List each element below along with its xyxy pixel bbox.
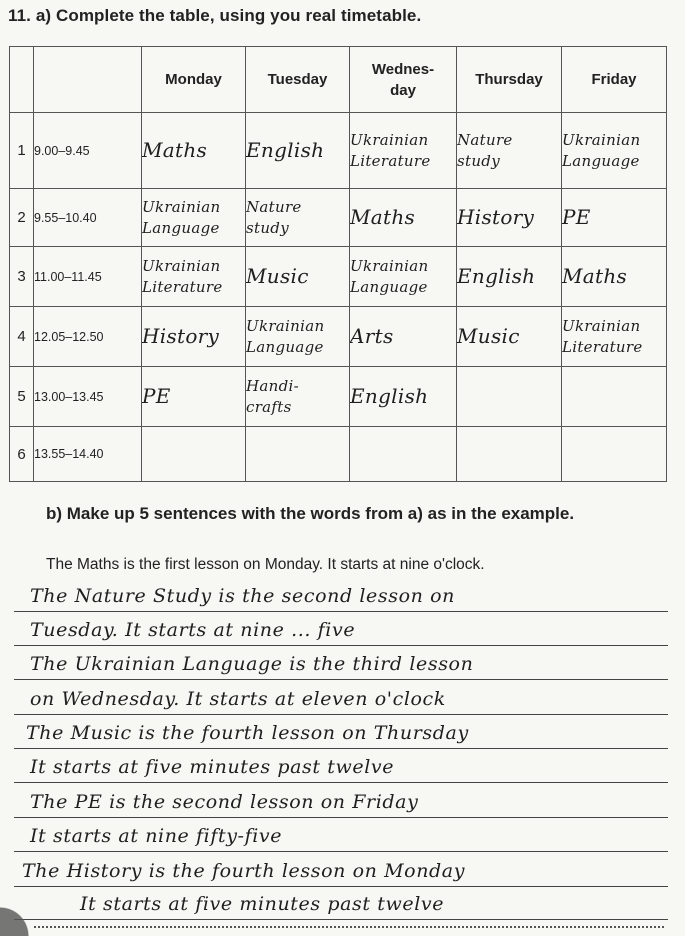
writing-line [14, 679, 668, 680]
subject-cell: English [457, 247, 562, 307]
writing-line [14, 782, 668, 783]
subject-cell: Music [246, 247, 350, 307]
writing-line [14, 645, 668, 646]
dotted-divider [34, 926, 664, 928]
handwritten-sentence: The Nature Study is the second lesson on [30, 585, 455, 607]
handwritten-sentence: The Music is the fourth lesson on Thursday [26, 722, 469, 744]
subject-cell: Handi- crafts [246, 367, 350, 427]
lesson-time: 11.00–11.45 [34, 247, 142, 307]
handwritten-sentence: It starts at five minutes past twelve [30, 756, 395, 778]
lesson-time: 12.05–12.50 [34, 307, 142, 367]
handwritten-sentence: The PE is the second lesson on Friday [30, 791, 419, 813]
lesson-time: 13.55–14.40 [34, 427, 142, 482]
subject-cell: Maths [142, 113, 246, 189]
lesson-time: 13.00–13.45 [34, 367, 142, 427]
subject-cell: Ukrainian Literature [142, 247, 246, 307]
subject-cell: History [457, 189, 562, 247]
writing-line [14, 748, 668, 749]
lesson-number: 4 [10, 307, 34, 367]
subject-cell: Ukrainian Language [562, 113, 667, 189]
lesson-time: 9.00–9.45 [34, 113, 142, 189]
task-b-heading: b) Make up 5 sentences with the words from a) as in the example. [46, 504, 575, 523]
page-corner-decoration [0, 906, 40, 936]
subject-cell: Ukrainian Language [142, 189, 246, 247]
lesson-number: 5 [10, 367, 34, 427]
handwritten-sentence: on Wednesday. It starts at eleven o'clock [30, 688, 446, 710]
lesson-number: 1 [10, 113, 34, 189]
subject-cell: PE [562, 189, 667, 247]
header-day: Monday [142, 47, 246, 113]
lesson-number: 3 [10, 247, 34, 307]
subject-cell: Ukrainian Literature [350, 113, 457, 189]
lesson-time: 9.55–10.40 [34, 189, 142, 247]
handwritten-sentence: It starts at five minutes past twelve [80, 893, 445, 915]
handwritten-sentence: The History is the fourth lesson on Monday [22, 860, 466, 882]
writing-line [14, 851, 668, 852]
subject-cell: Music [457, 307, 562, 367]
writing-line [14, 919, 668, 920]
writing-line [14, 886, 668, 887]
subject-cell: Ukrainian Literature [562, 307, 667, 367]
header-day: Tuesday [246, 47, 350, 113]
subject-cell: PE [142, 367, 246, 427]
subject-cell: Ukrainian Language [350, 247, 457, 307]
handwritten-sentence: It starts at nine fifty-five [30, 825, 283, 847]
subject-cell: Nature study [246, 189, 350, 247]
subject-cell: Arts [350, 307, 457, 367]
writing-line [14, 611, 668, 612]
subject-cell: Maths [562, 247, 667, 307]
example-sentence: The Maths is the first lesson on Monday. It starts at nine o'clock. [46, 556, 485, 573]
subject-cell: Maths [350, 189, 457, 247]
handwritten-sentence: Tuesday. It starts at nine ... five [30, 619, 356, 641]
writing-line [14, 817, 668, 818]
writing-line [14, 714, 668, 715]
subject-cell: History [142, 307, 246, 367]
lesson-number: 6 [10, 427, 34, 482]
subject-cell: Nature study [457, 113, 562, 189]
lesson-number: 2 [10, 189, 34, 247]
header-day: Wednes- day [350, 47, 457, 113]
header-day: Thursday [457, 47, 562, 113]
subject-cell: English [350, 367, 457, 427]
subject-cell: Ukrainian Language [246, 307, 350, 367]
header-day: Friday [562, 47, 667, 113]
handwritten-sentence: The Ukrainian Language is the third lesson [30, 653, 474, 675]
task-a-heading: 11. a) Complete the table, using you real timetable. [8, 6, 422, 25]
subject-cell: English [246, 113, 350, 189]
